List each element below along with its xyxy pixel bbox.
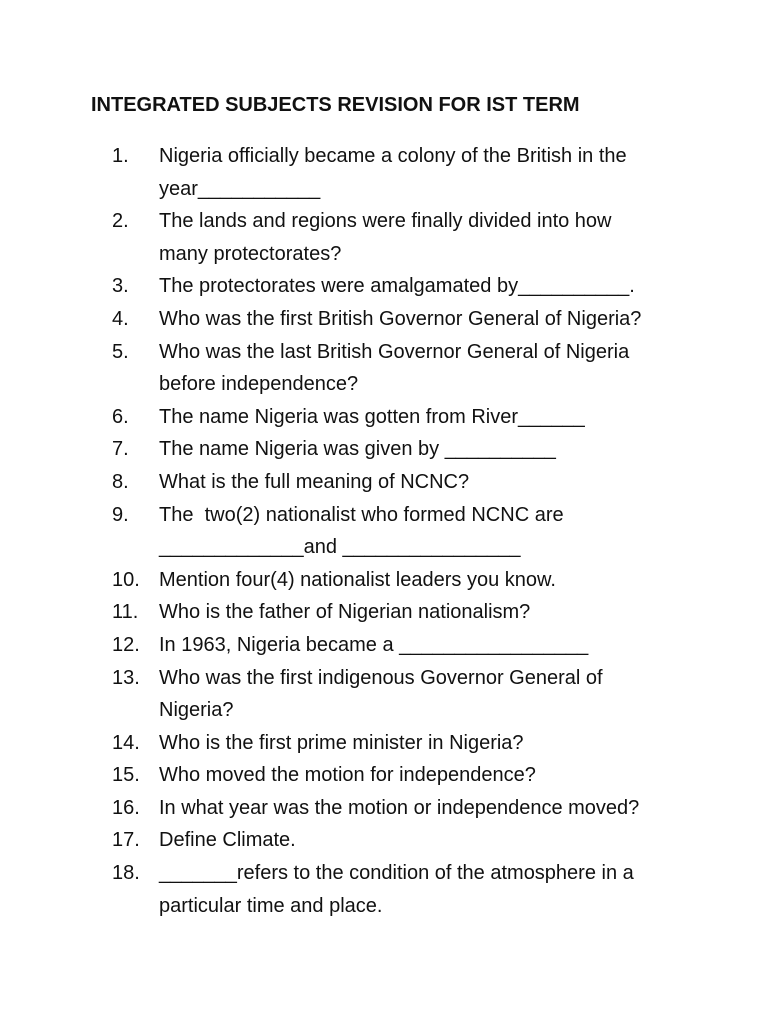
question-text: In what year was the motion or independence moved? [159, 796, 640, 819]
question-text: Nigeria officially became a colony of the British in the year___________ [159, 145, 627, 200]
question-text: The name Nigeria was given by __________ [159, 438, 556, 461]
question-item [0, 205, 768, 270]
question-number: 11. [112, 601, 139, 624]
question-text: What is the full meaning of NCNC? [159, 470, 470, 493]
question-item [0, 824, 768, 857]
question-number: 2. [112, 210, 129, 233]
question-number: 12. [112, 633, 140, 656]
question-number: 5. [112, 340, 129, 363]
question-item [0, 629, 768, 662]
question-number: 6. [112, 405, 129, 428]
question-item [0, 564, 768, 597]
question-text: The two(2) nationalist who formed NCNC are _____________and ________________ [159, 503, 564, 559]
question-number: 13. [112, 666, 140, 689]
question-text: The name Nigeria was gotten from River______ [159, 405, 585, 428]
question-item [0, 727, 768, 760]
question-text: The lands and regions were finally divided into how many protectorates? [159, 210, 612, 265]
question-item [0, 499, 768, 564]
question-text: The protectorates were amalgamated by__________. [159, 275, 635, 298]
question-text: Who was the last British Governor General of Nigeria before independence? [159, 340, 630, 396]
question-number: 14. [112, 731, 140, 754]
question-item [0, 857, 768, 922]
question-text: Define Climate. [159, 829, 296, 852]
question-number: 9. [112, 503, 129, 526]
question-text: Who is the first prime minister in Nigeria? [159, 731, 524, 754]
question-item [0, 433, 768, 466]
question-item [0, 270, 768, 303]
question-number: 7. [112, 438, 129, 461]
question-item [0, 759, 768, 792]
question-number: 15. [112, 764, 140, 787]
question-item [0, 140, 768, 205]
question-item [0, 596, 768, 629]
question-list [0, 140, 768, 922]
question-text: Who moved the motion for independence? [159, 764, 536, 787]
question-number: 10. [112, 568, 140, 591]
question-text: Who was the first indigenous Governor General of Nigeria? [159, 666, 603, 722]
question-item [0, 336, 768, 401]
question-item [0, 303, 768, 336]
question-item [0, 792, 768, 825]
question-number: 3. [112, 275, 129, 298]
question-text: Who was the first British Governor General of Nigeria? [159, 307, 642, 330]
question-text: Who is the father of Nigerian nationalism? [159, 601, 531, 624]
question-number: 18. [112, 862, 140, 885]
question-number: 16. [112, 796, 140, 819]
question-text: _______refers to the condition of the atmosphere in a particular time and place. [159, 862, 634, 917]
question-number: 4. [112, 307, 129, 330]
question-item [0, 662, 768, 727]
question-number: 8. [112, 470, 129, 493]
question-number: 1. [112, 145, 129, 167]
question-text: Mention four(4) nationalist leaders you know. [159, 568, 556, 591]
question-text: In 1963, Nigeria became a _________________ [159, 633, 589, 656]
question-number: 17. [112, 829, 140, 852]
question-item [0, 401, 768, 434]
question-item [0, 466, 768, 499]
page-title: INTEGRATED SUBJECTS REVISION FOR IST TERM [91, 94, 580, 116]
